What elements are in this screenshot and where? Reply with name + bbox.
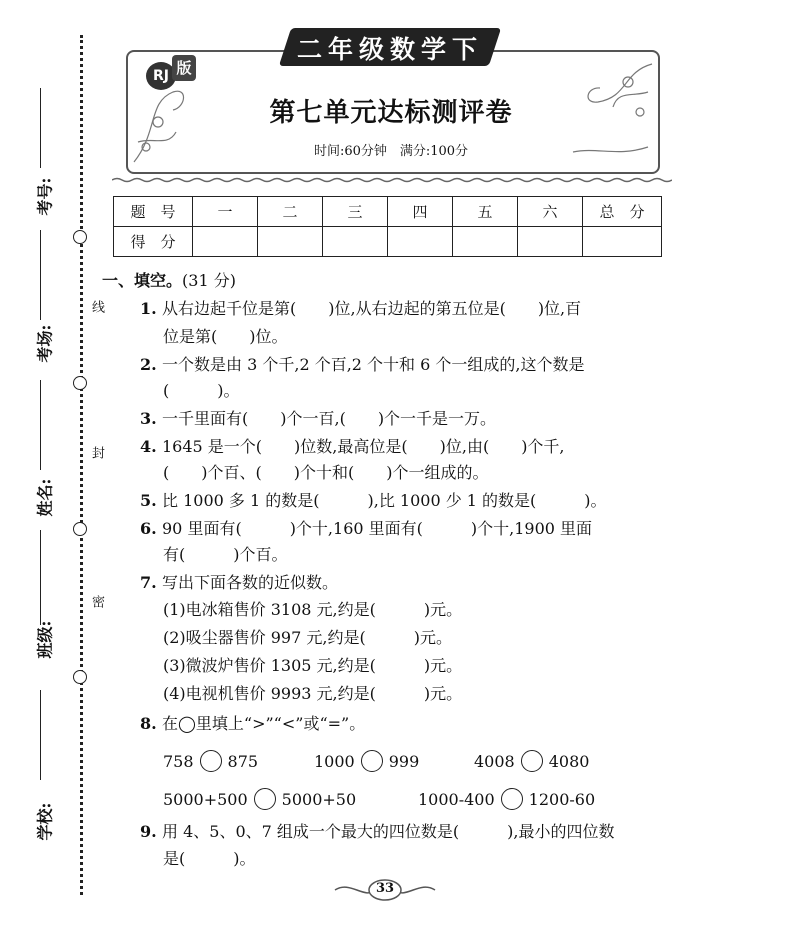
question-text: 1645 是一个( )位数,最高位是( )位,由( )个千, xyxy=(162,437,565,456)
table-cell: 得 分 xyxy=(114,227,193,257)
compare-circle[interactable] xyxy=(501,788,523,810)
question-number: 1. xyxy=(140,299,157,318)
score-cell[interactable] xyxy=(388,227,453,257)
question-number: 4. xyxy=(140,437,157,456)
question-number: 9. xyxy=(140,822,157,841)
table-cell: 总 分 xyxy=(583,197,662,227)
score-table xyxy=(113,196,662,257)
binding-hole xyxy=(73,376,87,390)
school-line[interactable] xyxy=(40,690,41,780)
compare-left: 758 xyxy=(163,751,194,771)
question-text: 用 4、5、0、7 组成一个最大的四位数是( ),最小的四位数 xyxy=(162,822,615,841)
table-cell: 五 xyxy=(453,197,518,227)
question-number: 6. xyxy=(140,519,157,538)
compare-circle[interactable] xyxy=(254,788,276,810)
compare-circle[interactable] xyxy=(361,750,383,772)
compare-left: 4008 xyxy=(474,751,515,771)
question-4-cont: ( )个百、( )个十和( )个一组成的。 xyxy=(163,463,489,482)
exam-number-label: 考号: xyxy=(35,177,55,216)
question-text: 一个数是由 3 个千,2 个百,2 个十和 6 个一组成的,这个数是 xyxy=(162,355,585,374)
question-text: 从右边起千位是第( )位,从右边起的第五位是( )位,百 xyxy=(162,299,582,318)
compare-circle[interactable] xyxy=(521,750,543,772)
edition-badge: 版 xyxy=(172,55,196,81)
compare-right: 5000+50 xyxy=(281,789,357,809)
table-cell: 题 号 xyxy=(114,197,193,227)
table-cell: 二 xyxy=(258,197,323,227)
score-cell[interactable] xyxy=(193,227,258,257)
exam-room-line[interactable] xyxy=(40,230,41,320)
score-cell[interactable] xyxy=(453,227,518,257)
cut-mark-line: 线 xyxy=(89,300,104,313)
compare-right: 1200-60 xyxy=(528,789,596,809)
question-9 xyxy=(140,818,614,846)
section-points: (31 分) xyxy=(182,271,236,290)
compare-left: 1000 xyxy=(314,751,355,771)
compare-item xyxy=(314,750,419,772)
question-number: 2. xyxy=(140,355,157,374)
score-table-header-row xyxy=(114,197,662,227)
compare-circle[interactable] xyxy=(200,750,222,772)
name-label: 姓名: xyxy=(35,478,55,517)
binding-hole xyxy=(73,670,87,684)
q7-item: (3)微波炉售价 1305 元,约是( )元。 xyxy=(163,656,463,675)
class-label: 班级: xyxy=(35,620,55,659)
question-8 xyxy=(140,710,365,738)
question-number: 8. xyxy=(140,714,157,733)
publisher-badge: RJ xyxy=(146,62,176,90)
compare-right: 999 xyxy=(388,751,420,771)
question-2 xyxy=(140,351,585,379)
binding-hole xyxy=(73,522,87,536)
question-number: 5. xyxy=(140,491,157,510)
question-2-cont: ( )。 xyxy=(163,381,240,400)
exam-number-line[interactable] xyxy=(40,88,41,168)
cut-mark-seal: 封 xyxy=(89,446,104,459)
q7-item: (2)吸尘器售价 997 元,约是( )元。 xyxy=(163,628,452,647)
q7-item: (1)电冰箱售价 3108 元,约是( )元。 xyxy=(163,600,463,619)
compare-item xyxy=(163,788,356,810)
question-1-cont: 位是第( )位。 xyxy=(163,327,288,346)
exam-room-label: 考场: xyxy=(35,324,55,363)
score-cell[interactable] xyxy=(323,227,388,257)
compare-right: 4080 xyxy=(548,751,590,771)
section-heading xyxy=(102,268,236,291)
question-9-cont: 是( )。 xyxy=(163,849,256,868)
grade-banner: 二年级数学下 xyxy=(296,35,483,64)
score-cell[interactable] xyxy=(583,227,662,257)
compare-right: 875 xyxy=(227,751,259,771)
page-number: 33 xyxy=(375,881,395,896)
question-text: 在◯里填上“>”“<”或“=”。 xyxy=(162,714,366,733)
question-4 xyxy=(140,433,565,461)
question-text: 一千里面有( )个一百,( )个一千是一万。 xyxy=(162,409,497,428)
compare-item xyxy=(474,750,589,772)
q7-item: (4)电视机售价 9993 元,约是( )元。 xyxy=(163,684,463,703)
score-table-score-row xyxy=(114,227,662,257)
question-7 xyxy=(140,569,338,597)
binding-hole xyxy=(73,230,87,244)
compare-item xyxy=(418,788,595,810)
question-text: 写出下面各数的近似数。 xyxy=(162,573,339,592)
compare-left: 1000-400 xyxy=(418,789,495,809)
question-text: 90 里面有( )个十,160 里面有( )个十,1900 里面 xyxy=(162,519,593,538)
section-title: 一、填空。 xyxy=(102,271,183,290)
school-label: 学校: xyxy=(35,802,55,841)
exam-meta: 时间:60分钟 满分:100分 xyxy=(313,144,469,159)
name-line[interactable] xyxy=(40,380,41,470)
wavy-divider xyxy=(112,177,672,183)
question-6-cont: 有( )个百。 xyxy=(163,545,288,564)
class-line[interactable] xyxy=(40,530,41,625)
score-cell[interactable] xyxy=(518,227,583,257)
score-cell[interactable] xyxy=(258,227,323,257)
table-cell: 三 xyxy=(323,197,388,227)
question-5 xyxy=(140,487,607,515)
question-6 xyxy=(140,515,592,543)
table-cell: 一 xyxy=(193,197,258,227)
question-text: 比 1000 多 1 的数是( ),比 1000 少 1 的数是( )。 xyxy=(162,491,607,510)
page-number-ornament xyxy=(330,878,440,902)
question-1 xyxy=(140,295,581,323)
question-number: 7. xyxy=(140,573,157,592)
question-3 xyxy=(140,405,496,433)
compare-left: 5000+500 xyxy=(163,789,248,809)
cut-mark-secret: 密 xyxy=(89,595,104,608)
binding-dotted-line xyxy=(80,35,83,895)
table-cell: 六 xyxy=(518,197,583,227)
page-title: 第七单元达标测评卷 xyxy=(269,98,513,128)
question-number: 3. xyxy=(140,409,157,428)
compare-item xyxy=(163,750,258,772)
table-cell: 四 xyxy=(388,197,453,227)
